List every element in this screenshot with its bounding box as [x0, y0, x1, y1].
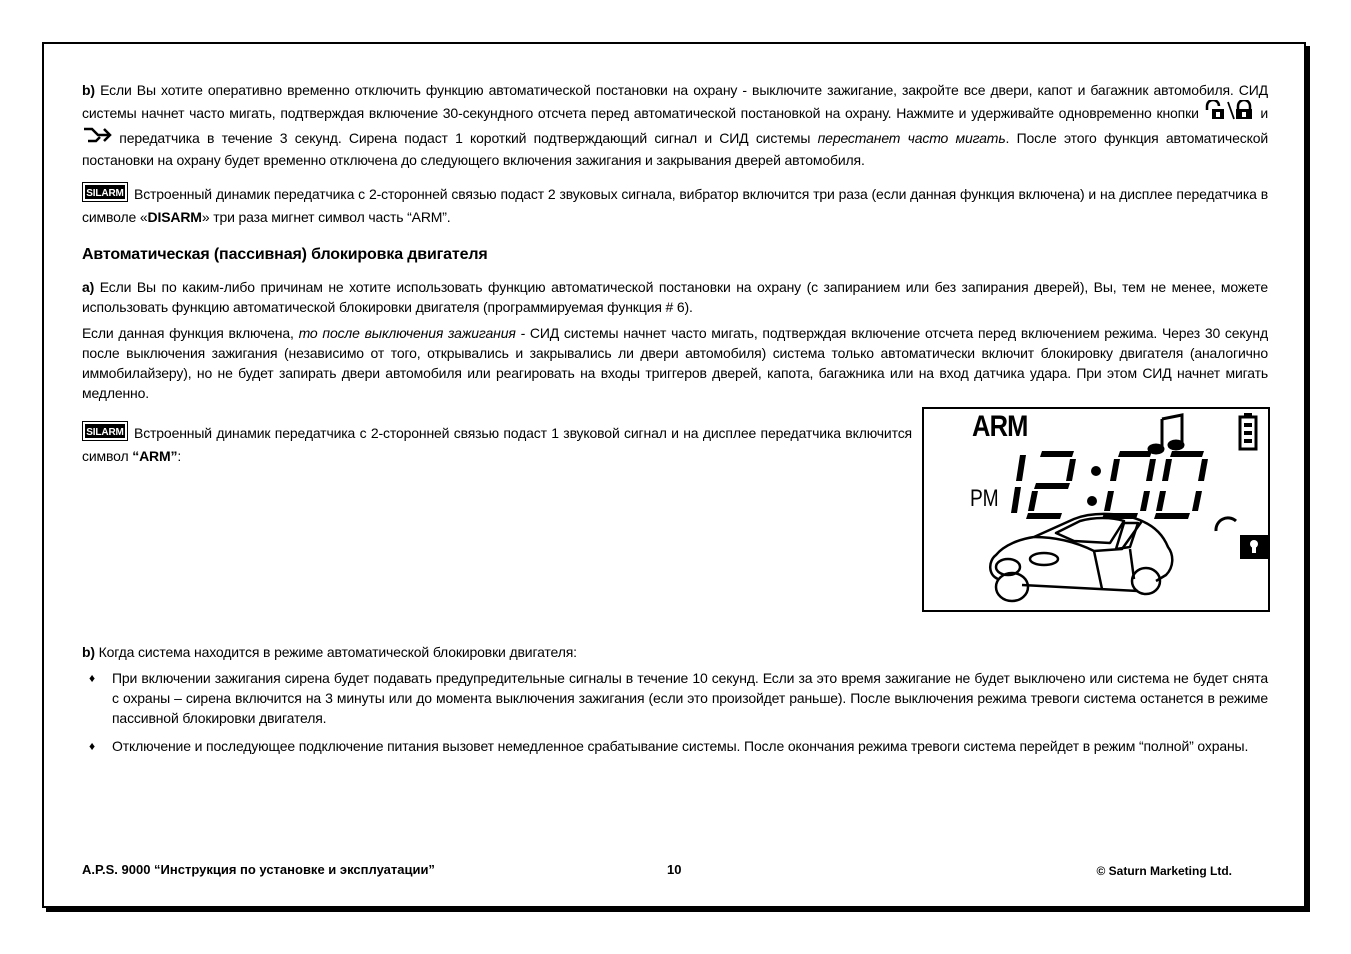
list-item: ♦ При включении зажигания сирена будет подавать предупредительные сигналы в течение 10 секунд. Если за это время зажигание не будет выключено или система не будет снята с охраны – сирена включится на 3 минуты или до момента выключения зажигания (если это произойдет раньше). После выключения режима тревоги система останется в режиме пассивной блокировки двигателя.	[82, 668, 1268, 728]
bullet-list	[82, 668, 1268, 756]
svg-text:SILARM: SILARM	[86, 188, 124, 199]
music-note-icon	[1149, 415, 1183, 453]
page-content	[82, 80, 1268, 764]
paragraph-silarm-arm: SILARM Встроенный динамик передатчика с 2-сторонней связью подаст 1 звуковой сигнал и на дисплее передатчика включится символ “ARM”:	[82, 421, 912, 466]
lcd-arm-label: ARM	[972, 410, 1028, 443]
footer-copyright: © Saturn Marketing Ltd.	[1096, 864, 1232, 878]
car-icon	[990, 514, 1172, 601]
silarm-arm-row	[82, 407, 1268, 612]
silarm-logo-icon	[82, 182, 128, 207]
battery-icon	[1240, 413, 1256, 449]
lock-icon	[1240, 535, 1268, 559]
section-heading: Автоматическая (пассивная) блокировка двигателя	[82, 246, 488, 263]
lcd-time-digits	[1011, 451, 1208, 519]
lcd-pm-label: PM	[970, 485, 999, 512]
svg-text:SILARM: SILARM	[86, 427, 124, 438]
footer-page-number: 10	[667, 862, 682, 877]
paragraph-label: а)	[82, 279, 95, 295]
list-item: ♦ Отключение и последующее подключение питания вызовет немедленное срабатывание системы. После окончания режима тревоги система перейдет в режим “полной” охраны.	[82, 736, 1268, 756]
paragraph-function-enabled: Если данная функция включена, то после выключения зажигания - СИД системы начнет часто мигать, подтверждая включение отсчета перед включением режима. Через 30 секунд после выключения зажигания (независимо от того, открывались и закрывались ли двери автомобиля) система только автоматически включит блокировку двигателя (аналогично иммобилайзеру), но не будет запирать двери автомобиля или реагировать на входы триггеров дверей, капота, багажника или на вход датчика удара. При этом СИД начнет мигать медленно.	[82, 325, 1268, 401]
signal-arc-icon	[1216, 518, 1236, 531]
paragraph-a-passive-immobilizer: а) Если Вы по каким-либо причинам не хотите использовать функцию автоматической постановки на охрану (с запиранием или без запирания дверей), Вы, тем не менее, можете использовать функцию автоматической блокировки двигателя (программируемая функция # 6).	[82, 279, 1268, 315]
paragraph-b-disable-autoarm: b) Если Вы хотите оперативно временно отключить функцию автоматической постановки на охрану - выключите зажигание, закройте все двери, капот и багажник автомобиля. СИД системы начнет часто мигать, подтверждая включение 30-секундного отсчета перед автоматической постановкой на охрану. Нажмите и удерживайте одновременно кнопки и передатчика в течение 3 секунд. Сирена подаст 1 короткий подтверждающий сигнал и СИД системы перестанет часто мигать. После этого функция автоматической постановки на охрану будет временно отключена до следующего включения зажигания и закрывания дверей автомобиля.	[82, 82, 1269, 168]
lcd-display-illustration	[922, 407, 1270, 612]
silarm-logo-icon	[82, 421, 128, 446]
unlock-lock-buttons-icon	[1204, 100, 1256, 125]
paragraph-label: b)	[82, 644, 95, 660]
footer-document-title: A.P.S. 9000 “Инструкция по установке и эксплуатации”	[82, 862, 435, 877]
page-footer	[82, 862, 1232, 882]
paragraph-label: b)	[82, 82, 95, 98]
trunk-button-icon	[82, 125, 112, 150]
paragraph-b-immobilizer-mode: b) Когда система находится в режиме автоматической блокировки двигателя:	[82, 644, 577, 660]
paragraph-silarm-disarm: SILARM Встроенный динамик передатчика с 2-сторонней связью подаст 2 звуковых сигнала, вибратор включится три раза (если данная функция включена) и на дисплее передатчика в символе «DISARM» три раза мигнет символ часть “ARM”.	[82, 182, 1268, 227]
